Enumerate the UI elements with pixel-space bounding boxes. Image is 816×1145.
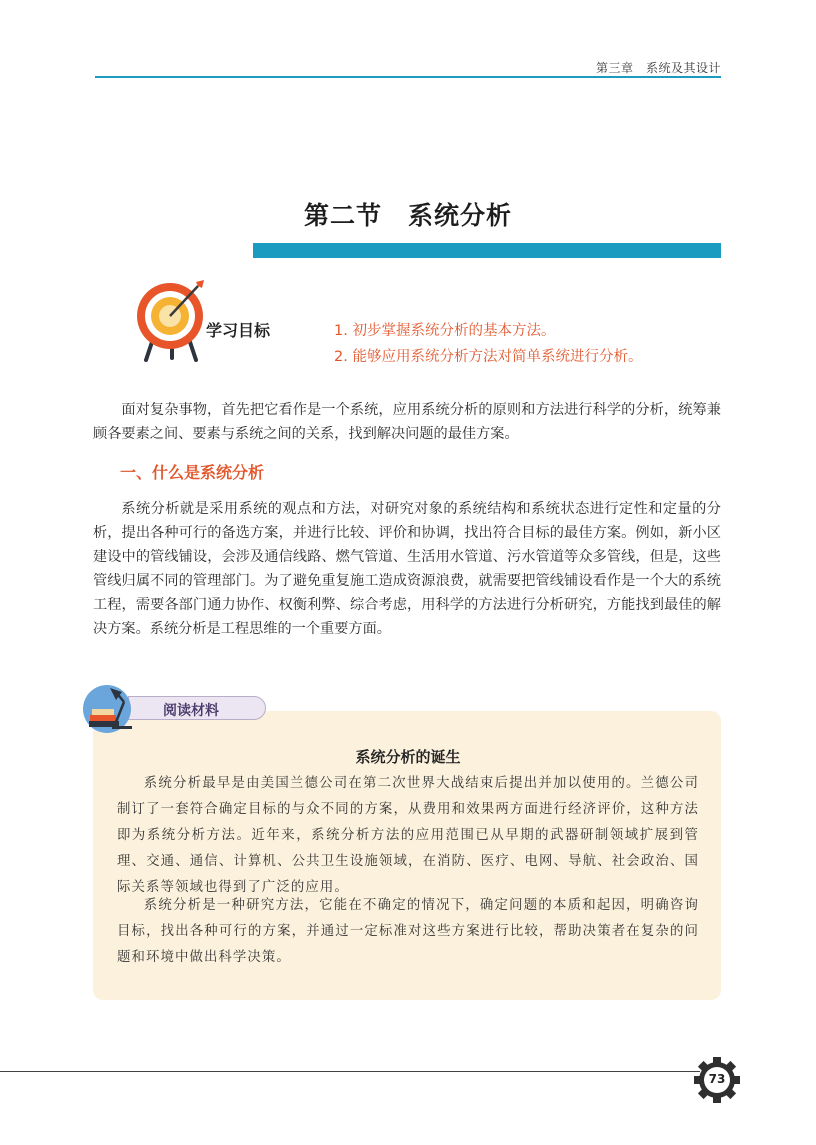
- title-underline-bar: [253, 243, 721, 258]
- target-arrow-icon: [132, 278, 212, 362]
- reading-paragraph: 系统分析最早是由美国兰德公司在第二次世界大战结束后提出并加以使用的。兰德公司制订了一套符合确定目标的与众不同的方案，从费用和效果两方面进行经济评价，这种方法即为系统分析方法。近年来，系统分析方法的应用范围已从早期的武器研制领域扩展到管理、交通、通信、计算机、公共卫生设施领域，在消防、医疗、电网、导航、社会政治、国际关系等领域也得到了广泛的应用。: [117, 776, 699, 895]
- section-title: 第二节 系统分析: [303, 201, 512, 230]
- reading-tab-label: 阅读材料: [163, 703, 219, 719]
- subsection-paragraph: 系统分析就是采用系统的观点和方法，对研究对象的系统结构和系统状态进行定性和定量的分析，提出各种可行的备选方案，并进行比较、评价和协调，找出符合目标的最佳方案。例如，新小区建设中的管线铺设，会涉及通信线路、燃气管道、生活用水管道、污水管道等众多管线，但是，这些管线归属不同的管理部门。为了避免重复施工造成资源浪费，就需要把管线铺设看作是一个大的系统工程，需要各部门通力协作、权衡利弊、综合考虑，用科学的方法进行分析研究，方能找到最佳的解决方案。系统分析是工程思维的一个重要方面。: [93, 501, 721, 637]
- header-rule: [95, 76, 721, 78]
- objectives-label: 学习目标: [206, 321, 271, 340]
- intro-paragraph: 面对复杂事物，首先把它看作是一个系统，应用系统分析的原则和方法进行科学的分析，统筹兼顾各要素之间、要素与系统之间的关系，找到解决问题的最佳方案。: [93, 402, 721, 442]
- page-number: 73: [708, 1072, 726, 1086]
- footer-rule: [0, 1071, 700, 1072]
- reading-tab: [128, 696, 266, 720]
- subsection-heading: 一、什么是系统分析: [120, 463, 265, 482]
- desk-lamp-books-icon: [80, 682, 140, 734]
- chapter-header: 第三章 系统及其设计: [595, 61, 721, 75]
- objectives-list: [334, 318, 642, 370]
- reading-title: 系统分析的诞生: [355, 748, 461, 766]
- objective-item: 1. 初步掌握系统分析的基本方法。: [334, 323, 556, 339]
- reading-paragraph: 系统分析是一种研究方法，它能在不确定的情况下，确定问题的本质和起因，明确咨询目标，找出各种可行的方案，并通过一定标准对这些方案进行比较，帮助决策者在复杂的问题和环境中做出科学决策。: [117, 898, 699, 965]
- objective-item: 2. 能够应用系统分析方法对简单系统进行分析。: [334, 349, 643, 365]
